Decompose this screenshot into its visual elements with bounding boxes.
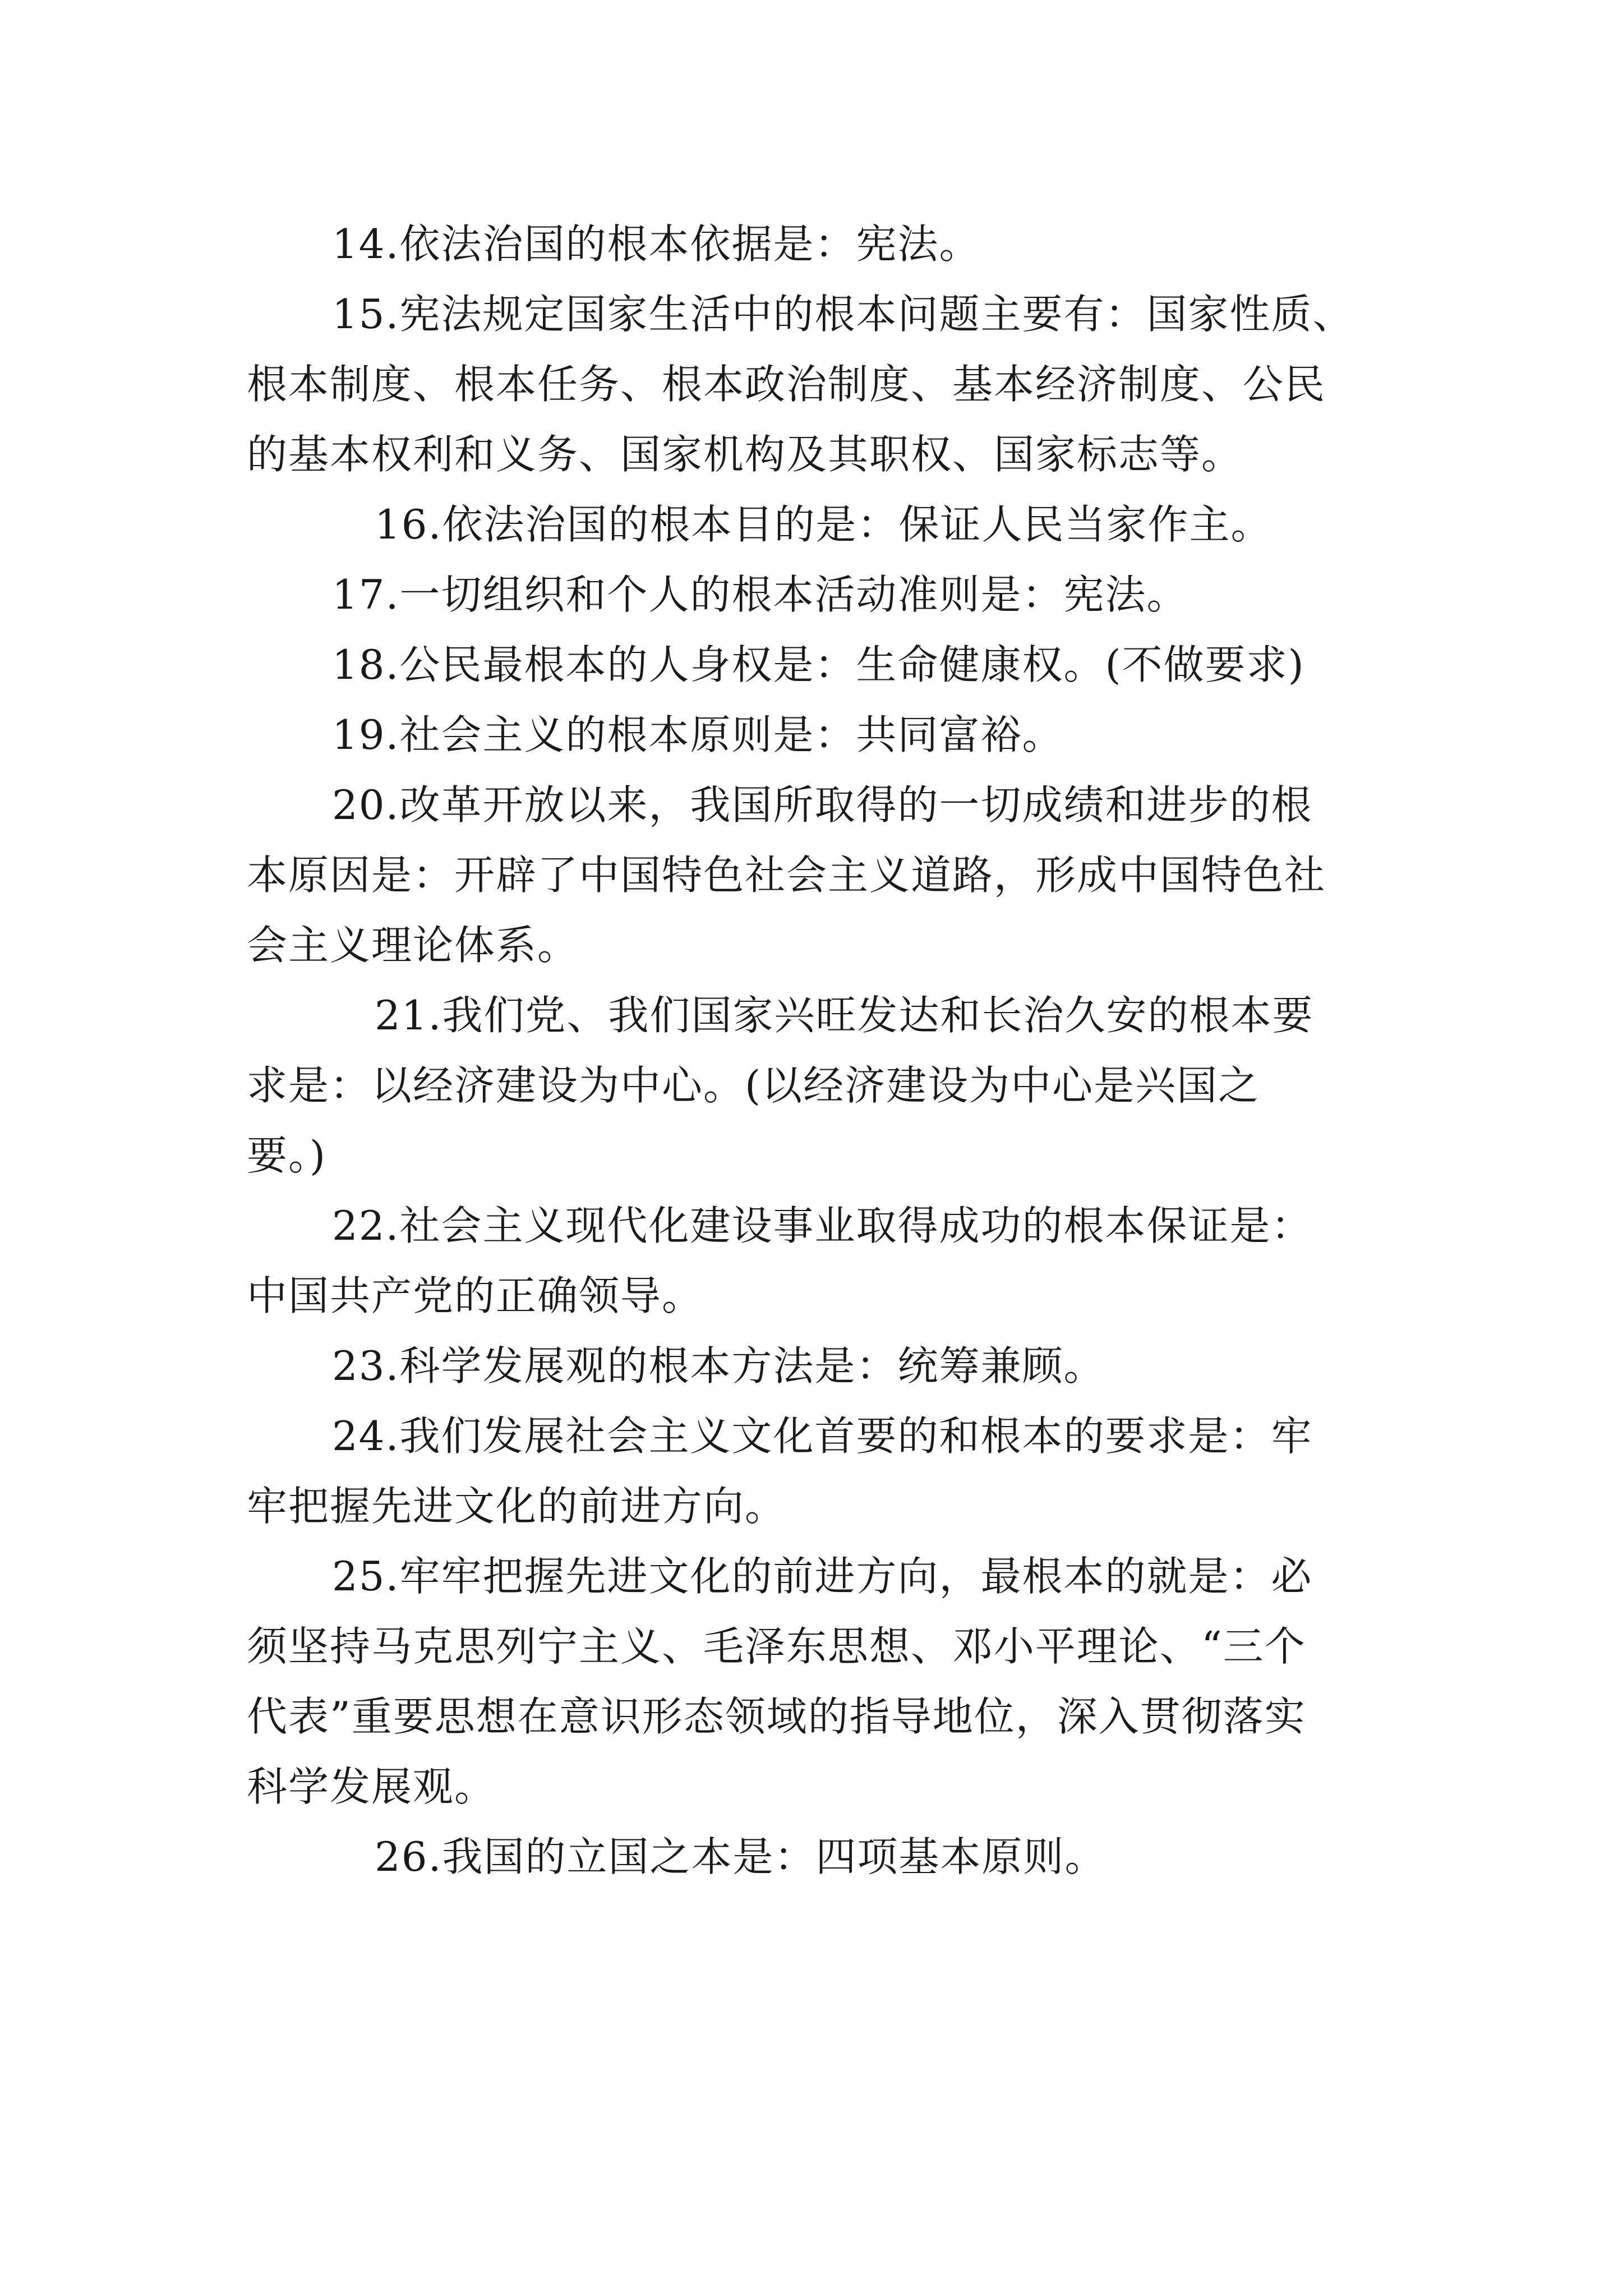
text-line-20a: 20.改革开放以来，我国所取得的一切成绩和进步的根 xyxy=(332,781,1313,829)
text-line-20b: 本原因是：开辟了中国特色社会主义道路，形成中国特色社 xyxy=(247,852,1326,899)
text-line-18: 18.公民最根本的人身权是：生命健康权。(不做要求) xyxy=(332,641,1305,688)
text-line-16: 16.依法治国的根本目的是：保证人民当家作主。 xyxy=(375,501,1272,548)
text-line-24a: 24.我们发展社会主义文化首要的和根本的要求是：牢 xyxy=(332,1412,1313,1460)
text-line-20c: 会主义理论体系。 xyxy=(247,922,579,969)
text-line-19: 19.社会主义的根本原则是：共同富裕。 xyxy=(332,711,1064,758)
text-line-17: 17.一切组织和个人的根本活动准则是：宪法。 xyxy=(332,571,1188,618)
text-line-25b: 须坚持马克思列宁主义、毛泽东思想、邓小平理论、“三个 xyxy=(247,1623,1306,1670)
text-line-23: 23.科学发展观的根本方法是：统筹兼顾。 xyxy=(332,1342,1105,1389)
text-line-25d: 科学发展观。 xyxy=(247,1763,496,1810)
text-line-26: 26.我国的立国之本是：四项基本原则。 xyxy=(375,1833,1106,1880)
text-line-25a: 25.牢牢把握先进文化的前进方向，最根本的就是：必 xyxy=(332,1553,1313,1600)
text-line-25c: 代表”重要思想在意识形态领域的指导地位，深入贯彻落实 xyxy=(247,1693,1306,1740)
text-line-14: 14.依法治国的根本依据是：宪法。 xyxy=(332,220,981,268)
text-line-21c: 要。) xyxy=(247,1132,327,1179)
text-line-15a: 15.宪法规定国家生活中的根本问题主要有：国家性质、 xyxy=(332,291,1354,338)
text-line-15b: 根本制度、根本任务、根本政治制度、基本经济制度、公民 xyxy=(247,361,1326,408)
text-line-22a: 22.社会主义现代化建设事业取得成功的根本保证是： xyxy=(332,1202,1313,1249)
text-line-15c: 的基本权利和义务、国家机构及其职权、国家标志等。 xyxy=(247,431,1243,478)
text-line-21b: 求是：以经济建设为中心。(以经济建设为中心是兴国之 xyxy=(247,1062,1260,1109)
text-line-22b: 中国共产党的正确领导。 xyxy=(247,1272,704,1319)
text-line-21a: 21.我们党、我们国家兴旺发达和长治久安的根本要 xyxy=(375,992,1314,1039)
text-line-24b: 牢把握先进文化的前进方向。 xyxy=(247,1483,787,1530)
